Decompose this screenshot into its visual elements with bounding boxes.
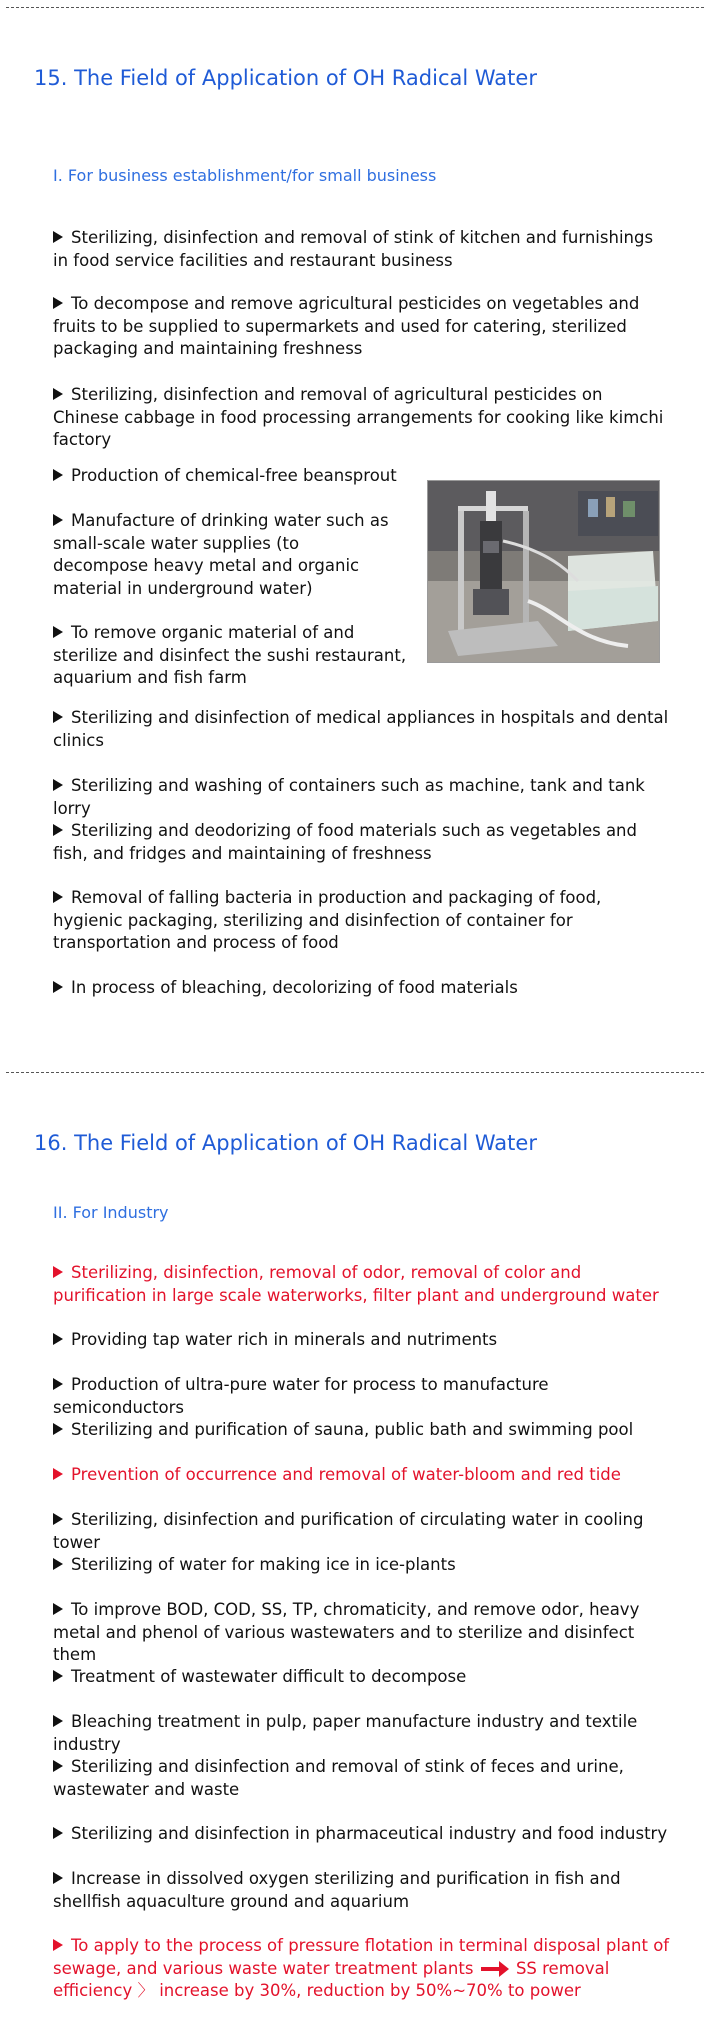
section-15-title: 15. The Field of Application of OH Radical Water (34, 66, 537, 90)
list-item (53, 1823, 673, 1846)
list-item (53, 1374, 683, 1419)
list-item-text: To decompose and remove agricultural pesticides on vegetables and fruits to be supplied to supermarkets and used for catering, sterilized packaging and maintaining freshness (53, 294, 640, 358)
bullet-triangle-icon (53, 1558, 63, 1570)
list-item-text: Treatment of wastewater difficult to decompose (71, 1667, 467, 1686)
list-item (53, 1756, 673, 1801)
list-item (53, 227, 673, 272)
bullet-triangle-icon (53, 891, 63, 903)
list-item (53, 465, 413, 488)
list-item (53, 820, 673, 865)
list-item-text: To apply to the process of pressure flotation in terminal disposal plant of sewage, and various waste water treatment plants (53, 1936, 670, 1978)
list-item-text: To improve BOD, COD, SS, TP, chromaticity, and remove odor, heavy metal and phenol of various wastewaters and to sterilize and disinfect them (53, 1600, 640, 1664)
list-item-text: Sterilizing and disinfection in pharmaceutical industry and food industry (71, 1824, 668, 1843)
arrow-right-icon (481, 1963, 509, 1975)
bullet-triangle-icon (53, 1872, 63, 1884)
top-divider (6, 7, 704, 8)
list-item-text: Sterilizing, disinfection and purification of circulating water in cooling tower (53, 1510, 644, 1552)
bullet-triangle-icon (53, 1603, 63, 1615)
bullet-triangle-icon (53, 1670, 63, 1682)
list-item-text: Sterilizing and purification of sauna, public bath and swimming pool (71, 1420, 634, 1439)
list-item (53, 510, 393, 600)
bullet-triangle-icon (53, 711, 63, 723)
bullet-triangle-icon (53, 1333, 63, 1345)
list-item-text: Sterilizing, disinfection, removal of odor, removal of color and purification in large scale waterworks, filter plant and underground water (53, 1263, 659, 1305)
bullet-triangle-icon (53, 1513, 63, 1525)
bullet-triangle-icon (53, 388, 63, 400)
list-item (53, 1666, 673, 1689)
list-item (53, 384, 673, 452)
list-item (53, 1329, 673, 1352)
bullet-triangle-icon (53, 1827, 63, 1839)
bullet-triangle-icon (53, 469, 63, 481)
bullet-triangle-icon (53, 824, 63, 836)
bullet-triangle-icon (53, 1715, 63, 1727)
list-item (53, 977, 673, 1000)
list-item-text: Production of chemical-free beansprout (71, 466, 397, 485)
list-item-text: Removal of falling bacteria in production and packaging of food, hygienic packaging, sterilizing and disinfection of container for transportation and process of food (53, 888, 602, 952)
section-16-title: 16. The Field of Application of OH Radical Water (34, 1131, 537, 1155)
water-generator-photo-icon (428, 481, 659, 662)
list-item-text: Providing tap water rich in minerals and nutriments (71, 1330, 498, 1349)
section-divider (6, 1072, 704, 1073)
list-item-text: Prevention of occurrence and removal of water-bloom and red tide (71, 1465, 621, 1484)
section-15-subtitle: I. For business establishment/for small business (53, 166, 437, 185)
list-item-text: Sterilizing and deodorizing of food materials such as vegetables and fish, and fridges and maintaining of freshness (53, 821, 637, 863)
list-item-text: Sterilizing and washing of containers such as machine, tank and tank lorry (53, 776, 645, 818)
bullet-triangle-icon (53, 1939, 63, 1951)
bullet-triangle-icon (53, 1760, 63, 1772)
list-item (53, 622, 408, 690)
list-item-text: Sterilizing and disinfection and removal of stink of feces and urine, wastewater and waste (53, 1757, 624, 1799)
list-item-text: Sterilizing, disinfection and removal of stink of kitchen and furnishings in food service facilities and restaurant business (53, 228, 654, 270)
list-item (53, 1509, 683, 1554)
list-item-text: Bleaching treatment in pulp, paper manufacture industry and textile industry (53, 1712, 638, 1754)
list-item-text: Sterilizing of water for making ice in ice-plants (71, 1555, 456, 1574)
list-item-text: Production of ultra-pure water for process to manufacture semiconductors (53, 1375, 549, 1417)
list-item-highlight (53, 1935, 673, 2003)
bullet-triangle-icon (53, 514, 63, 526)
device-photo (427, 480, 660, 663)
list-item (53, 887, 673, 955)
list-item-text: SS removal efficiency 〉 increase by 30%, reduction by 50%~70% to power (53, 1958, 610, 2000)
list-item-text: To remove organic material of and sterilize and disinfect the sushi restaurant, aquarium and fish farm (53, 623, 407, 687)
list-item (53, 775, 673, 820)
list-item-highlight (53, 1464, 673, 1487)
list-item-text: Increase in dissolved oxygen sterilizing and purification in fish and shellfish aquaculture ground and aquarium (53, 1869, 621, 1911)
bullet-triangle-icon (53, 981, 63, 993)
list-item-text: In process of bleaching, decolorizing of food materials (71, 978, 518, 997)
bullet-triangle-icon (53, 1423, 63, 1435)
list-item (53, 293, 673, 361)
list-item-text: Sterilizing and disinfection of medical appliances in hospitals and dental clinics (53, 708, 669, 750)
list-item-text: Manufacture of drinking water such as small-scale water supplies (to decompose heavy metal and organic material in underground water) (53, 511, 389, 598)
bullet-triangle-icon (53, 1468, 63, 1480)
bullet-triangle-icon (53, 1378, 63, 1390)
list-item-text: Sterilizing, disinfection and removal of agricultural pesticides on Chinese cabbage in food processing arrangements for cooking like kimchi factory (53, 385, 664, 449)
bullet-triangle-icon (53, 231, 63, 243)
list-item (53, 1419, 673, 1442)
bullet-triangle-icon (53, 779, 63, 791)
bullet-triangle-icon (53, 626, 63, 638)
section-16-subtitle: II. For Industry (53, 1203, 169, 1222)
bullet-triangle-icon (53, 297, 63, 309)
list-item (53, 707, 673, 752)
list-item (53, 1554, 673, 1577)
bullet-triangle-icon (53, 1266, 63, 1278)
list-item (53, 1599, 673, 1667)
list-item (53, 1868, 673, 1913)
list-item (53, 1711, 683, 1756)
list-item-highlight (53, 1262, 673, 1307)
